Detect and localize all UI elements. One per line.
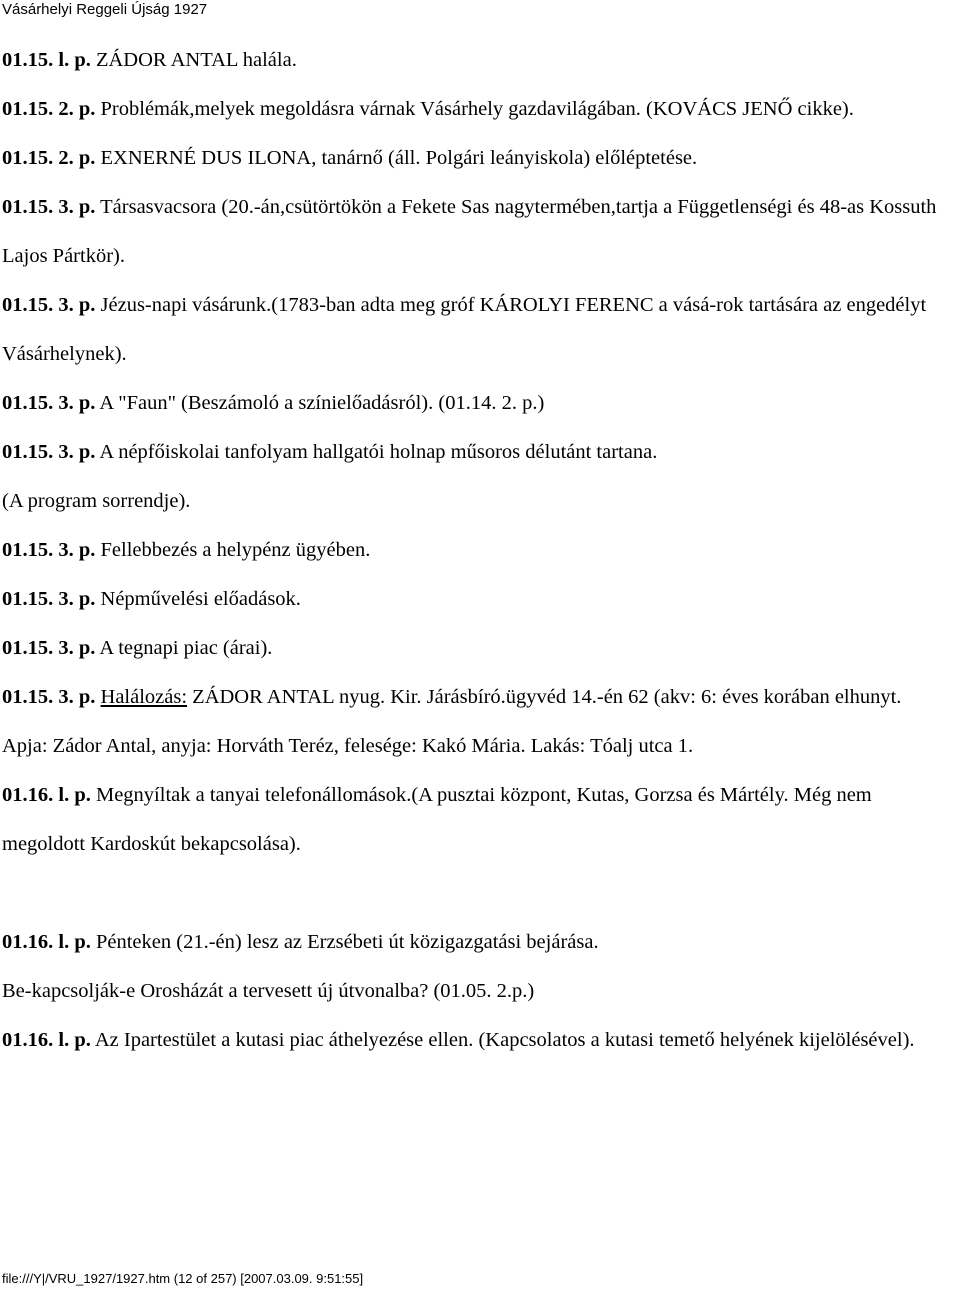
entry-text: A tegnapi piac (árai). — [95, 637, 273, 659]
entry-text: EXNERNÉ DUS ILONA, tanárnő (áll. Polgári leányiskola) előléptetése. — [95, 147, 698, 169]
blank-line — [2, 869, 958, 918]
entry-code: 01.15. l. p. — [2, 49, 91, 71]
entry-item — [2, 771, 958, 869]
entry-item — [2, 575, 958, 624]
entry-item — [2, 428, 958, 477]
entry-code: 01.15. 3. p. — [2, 392, 96, 414]
entry-text: A népfőiskolai tanfolyam hallgatói holnap műsoros délutánt tartana. — [95, 441, 658, 463]
entry-text: Megnyíltak a tanyai telefonállomások.(A pusztai központ, Kutas, Gorzsa és Mártély. Még nem megoldott Kardoskút bekapcsolása). — [2, 784, 872, 855]
entry-item — [2, 1016, 958, 1065]
entry-text: ZÁDOR ANTAL halála. — [90, 49, 297, 71]
entry-code: 01.15. 3. p. — [2, 196, 96, 218]
entry-text: Az Ipartestület a kutasi piac áthelyezése ellen. (Kapcsolatos a kutasi temető helyének kijelölésével). — [90, 1029, 915, 1051]
entry-code: 01.15. 3. p. — [2, 686, 96, 708]
entry-item — [2, 673, 958, 722]
entry-code: 01.16. l. p. — [2, 1029, 91, 1051]
entry-item — [2, 281, 958, 379]
entry-code: 01.15. 2. p. — [2, 147, 96, 169]
entry-item — [2, 134, 958, 183]
entry-text: Népművelési előadások. — [95, 588, 301, 610]
entry-text: ZÁDOR ANTAL nyug. Kir. Járásbíró.ügyvéd 14.-én 62 (akv: 6: éves korában elhunyt. — [187, 686, 902, 708]
page-footer-path: file:///Y|/VRU_1927/1927.htm (12 of 257) [2007.03.09. 9:51:55] — [2, 1271, 364, 1286]
entry-continuation: (A program sorrendje). — [2, 490, 191, 512]
entry-text: A "Faun" (Beszámoló a színielőadásról). (01.14. 2. p.) — [95, 392, 545, 414]
entry-code: 01.15. 3. p. — [2, 637, 96, 659]
entry-code: 01.15. 3. p. — [2, 588, 96, 610]
entry-text: Pénteken (21.-én) lesz az Erzsébeti út közigazgatási bejárása. — [90, 931, 599, 953]
entry-item — [2, 624, 958, 673]
entry-item — [2, 183, 958, 281]
entry-item — [2, 85, 958, 134]
entry-code: 01.15. 3. p. — [2, 441, 96, 463]
entry-continuation: Apja: Zádor Antal, anyja: Horváth Teréz, felesége: Kakó Mária. Lakás: Tóalj utca 1. — [2, 735, 694, 757]
entry-item — [2, 918, 958, 967]
entry-item — [2, 379, 958, 428]
page-header-title: Vásárhelyi Reggeli Újság 1927 — [2, 1, 208, 18]
entry-text: Társasvacsora (20.-án,csütörtökön a Fekete Sas nagytermében,tartja a Függetlenségi és 48-as Kossuth Lajos Pártkör). — [2, 196, 937, 267]
entry-item — [2, 36, 958, 85]
entry-code: 01.16. l. p. — [2, 784, 91, 806]
entry-text: Jézus-napi vásárunk.(1783-ban adta meg gróf KÁROLYI FERENC a vásá-rok tartására az engedélyt Vásárhelynek). — [2, 294, 927, 365]
entry-continuation: Be-kapcsolják-e Orosházát a tervesett új útvonalba? (01.05. 2.p.) — [2, 980, 535, 1002]
entry-code: 01.16. l. p. — [2, 931, 91, 953]
entry-code: 01.15. 2. p. — [2, 98, 96, 120]
entry-underlined-label: Halálozás: — [100, 686, 188, 708]
entry-code: 01.15. 3. p. — [2, 294, 96, 316]
entry-text: Fellebbezés a helypénz ügyében. — [95, 539, 371, 561]
entry-text: Problémák,melyek megoldásra várnak Vásárhely gazdavilágában. (KOVÁCS JENŐ cikke). — [95, 98, 854, 120]
entry-code: 01.15. 3. p. — [2, 539, 96, 561]
entry-item — [2, 526, 958, 575]
document-body — [2, 36, 958, 1065]
